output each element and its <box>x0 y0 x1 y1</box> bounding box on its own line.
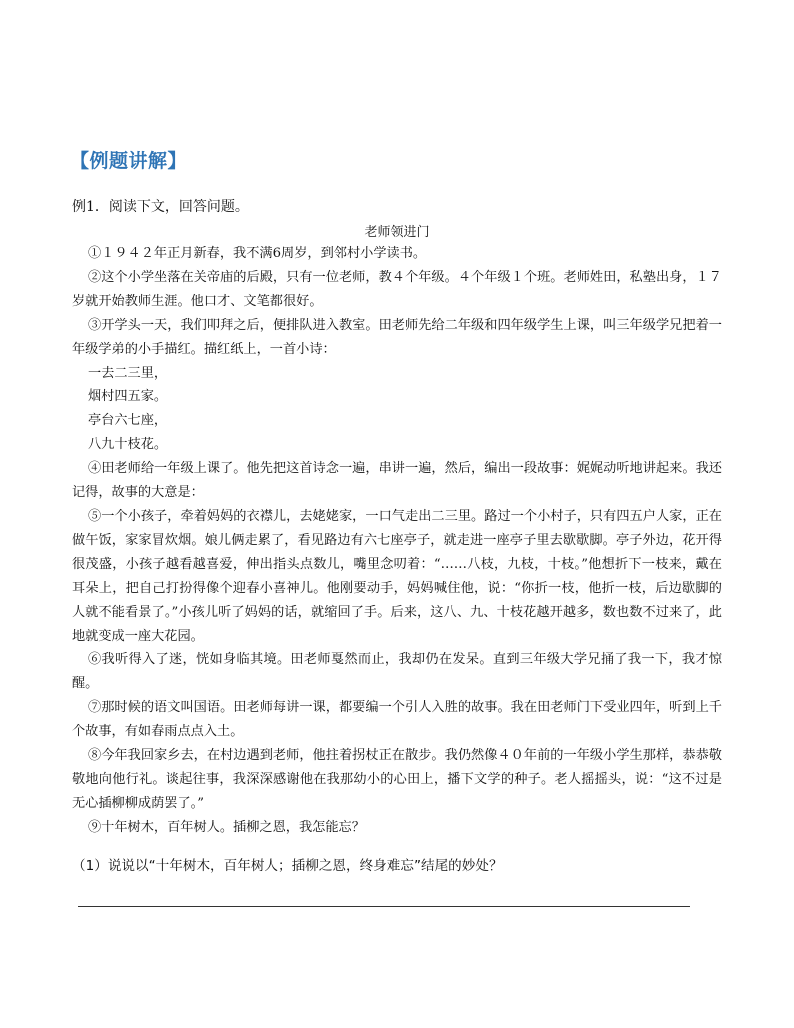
poem-line-3: 亭台六七座， <box>88 413 168 429</box>
article-title: 老师领进门 <box>364 225 430 240</box>
paragraph-2: ②这个小学坐落在关帝庙的后殿，只有一位老师，教４个年级。４个年级１个班。老师姓田，私塾出身，１７岁就开始教师生涯。他口才、文笔都很好。 <box>72 269 722 309</box>
example-intro: 例1．阅读下文，回答问题。 <box>72 199 249 215</box>
paragraph-6: ⑥我听得入了迷，恍如身临其境。田老师戛然而止，我却仍在发呆。直到三年级大学兄捅了我一下，我才惊醒。 <box>72 652 722 692</box>
answer-line[interactable] <box>78 906 690 907</box>
paragraph-8: ⑧今年我回家乡去，在村边遇到老师，他拄着拐杖正在散步。我仍然像４０年前的一年级小学生那样，恭恭敬敬地向他行礼。谈起往事，我深深感谢他在我那幼小的心田上，播下文学的种子。老人摇摇头，说：“这不过是无心插柳柳成荫罢了。” <box>72 748 722 811</box>
article-body <box>72 242 722 840</box>
poem-line-4: 八九十枝花。 <box>88 437 168 453</box>
section-heading: 【例题讲解】 <box>70 150 188 172</box>
paragraph-7: ⑦那时候的语文叫国语。田老师每讲一课，都要编一个引人入胜的故事。我在田老师门下受业四年，听到上千个故事，有如春雨点点入土。 <box>72 700 722 740</box>
paragraph-4: ④田老师给一年级上课了。他先把这首诗念一遍，串讲一遍，然后，编出一段故事：娓娓动听地讲起来。我还记得，故事的大意是： <box>72 461 722 501</box>
paragraph-5: ⑤一个小孩子，牵着妈妈的衣襟儿，去姥姥家，一口气走出二三里。路过一个小村子，只有四五户人家，正在做午饭，家家冒炊烟。娘儿俩走累了，看见路边有六七座亭子，就走进一座亭子里去歇歇脚。亭子外边，花开得很茂盛，小孩子越看越喜爱，伸出指头点数儿，嘴里念叨着：“……八枝，九枝，十枝。”他想折下一枝来，戴在耳朵上，把自己打扮得像个迎春小喜神儿。他刚要动手，妈妈喊住他，说：“你折一枝，他折一枝，后边歇脚的人就不能看景了。”小孩儿听了妈妈的话，就缩回了手。后来，这八、九、十枝花越开越多，数也数不过来了，此地就变成一座大花园。 <box>72 508 722 644</box>
poem-line-2: 烟村四五家。 <box>88 389 168 405</box>
question-1: （1）说说以“十年树木，百年树人；插柳之恩，终身难忘”结尾的妙处？ <box>72 858 503 874</box>
poem-line-1: 一去二三里， <box>88 365 168 381</box>
paragraph-3: ③开学头一天，我们叩拜之后，便排队进入教室。田老师先给二年级和四年级学生上课，叫三年级学兄把着一年级学弟的小手描红。描红纸上，一首小诗： <box>72 317 722 357</box>
paragraph-1: ①１９４２年正月新春，我不满6周岁，到邻村小学读书。 <box>88 246 427 261</box>
paragraph-9: ⑨十年树木，百年树人。插柳之恩，我怎能忘？ <box>88 819 365 835</box>
